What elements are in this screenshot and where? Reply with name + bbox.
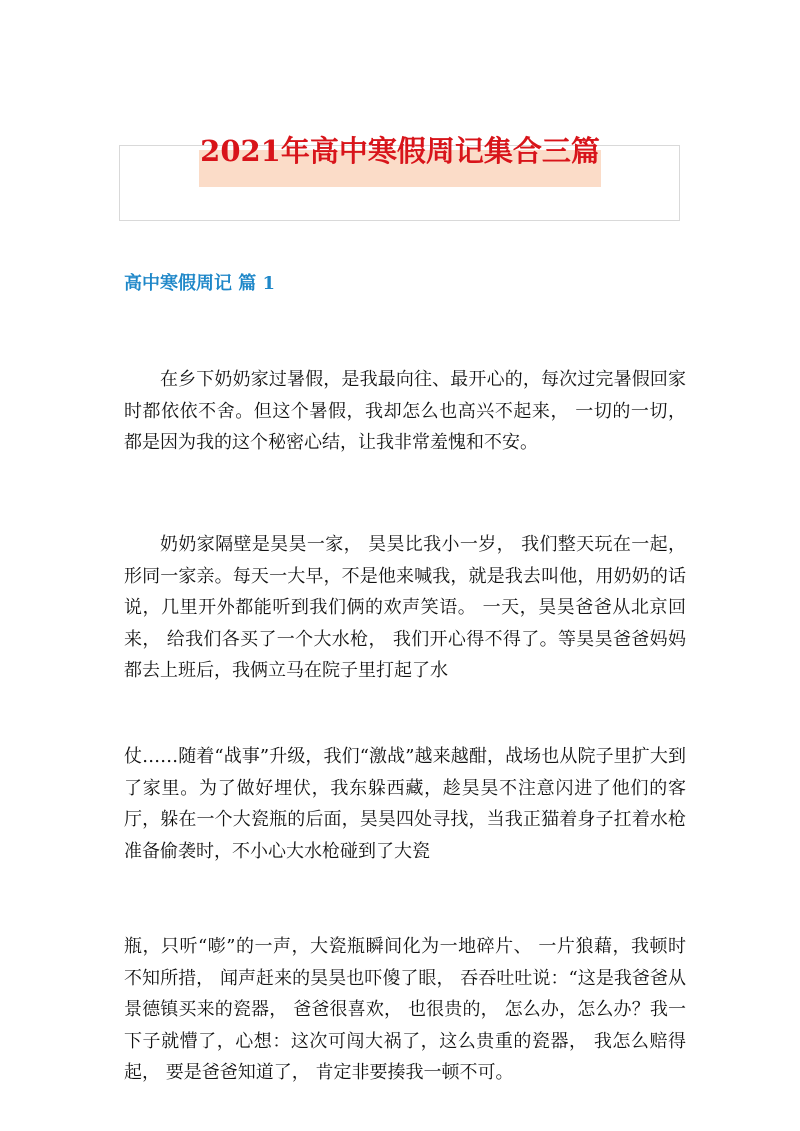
- body-paragraph-4: 瓶，只听“嘭”的一声，大瓷瓶瞬间化为一地碎片、 一片狼藉，我顿时不知所措， 闻声赶来的昊昊也吓傻了眼， 吞吞吐吐说：“这是我爸爸从景德镇买来的瓷器， 爸爸很喜欢， 也很贵的， 怎么办，怎么办？我一下子就懵了，心想：这次可闯大祸了，这么贵重的瓷器， 我怎么赔得起， 要是爸爸知道了， 肯定非要揍我一顿不可。: [124, 936, 686, 1083]
- section-heading: 高中寒假周记 篇 1: [124, 273, 276, 294]
- body-paragraph-2: 奶奶家隔壁是昊昊一家， 昊昊比我小一岁， 我们整天玩在一起，形同一家亲。每天一大早，不是他来喊我，就是我去叫他，用奶奶的话说，几里开外都能听到我们俩的欢声笑语。 一天，昊昊爸爸从北京回来， 给我们各买了一个大水枪， 我们开心得不得了。等昊昊爸爸妈妈都去上班后，我俩立马在院子里打起了水: [124, 534, 686, 681]
- body-paragraph-3: 仗……随着“战事”升级，我们“激战”越来越酣，战场也从院子里扩大到了家里。为了做好埋伏，我东躲西藏，趁昊昊不注意闪进了他们的客厅，躲在一个大瓷瓶的后面，昊昊四处寻找，当我正猫着身子扛着水枪准备偷袭时，不小心大水枪碰到了大瓷: [124, 746, 686, 862]
- body-paragraph-1: 在乡下奶奶家过暑假，是我最向往、最开心的，每次过完暑假回家时都依依不舍。但这个暑假，我却怎么也高兴不起来， 一切的一切，都是因为我的这个秘密心结，让我非常羞愧和不安。: [124, 369, 686, 453]
- document-title: 2021年高中寒假周记集合三篇: [200, 134, 600, 168]
